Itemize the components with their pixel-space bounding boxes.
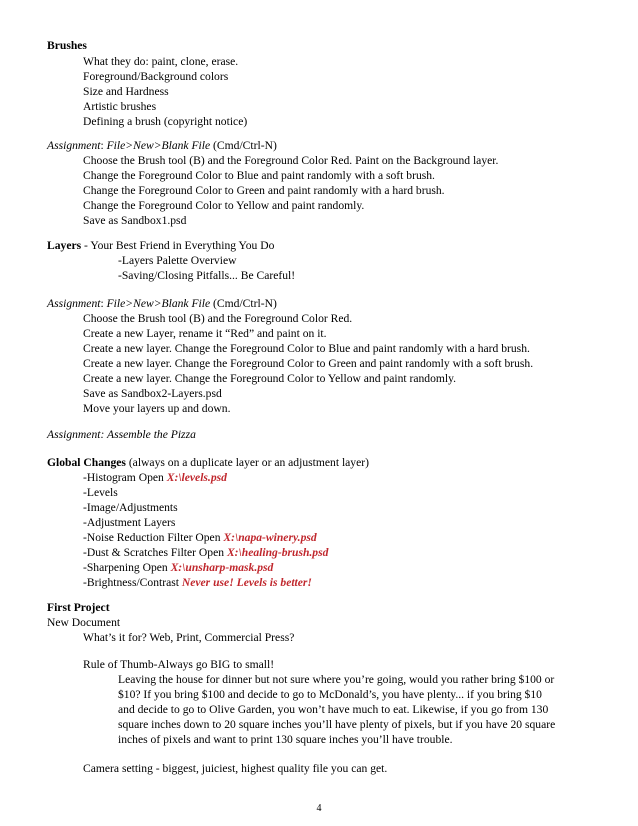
text-span: File>New>Blank File — [106, 139, 211, 152]
text-line — [83, 213, 186, 228]
text-span: Choose the Brush tool (B) and the Foreground Color Red. — [83, 312, 353, 325]
text-line — [83, 114, 247, 129]
text-line — [83, 515, 175, 530]
text-line — [83, 84, 169, 99]
text-span: Create a new layer. Change the Foreground Color to Green and paint randomly with a soft brush. — [83, 357, 534, 370]
text-line — [83, 500, 178, 515]
text-span: Assignment — [47, 139, 101, 152]
text-line — [83, 560, 273, 575]
text-line — [83, 54, 238, 69]
text-span: inches of pixels and want to print 130 square inches you’ll have trouble. — [118, 733, 453, 746]
text-line — [47, 427, 196, 442]
text-line — [83, 401, 230, 416]
text-span: -Dust & Scratches Filter Open — [83, 546, 227, 559]
text-span: -Layers Palette Overview — [118, 254, 237, 267]
text-span: (always on a duplicate layer or an adjustment layer) — [125, 456, 369, 469]
text-line — [83, 761, 387, 776]
file-path-text: X:\levels.psd — [166, 471, 227, 484]
text-line — [118, 253, 236, 268]
text-line — [83, 356, 533, 371]
file-path-text: Never use! Levels is better! — [181, 576, 312, 589]
text-line — [118, 702, 548, 717]
text-span: Global Changes — [47, 456, 126, 469]
text-span: Camera setting - biggest, juiciest, highest quality file you can get. — [83, 762, 388, 775]
text-line — [83, 153, 498, 168]
text-span: Create a new Layer, rename it “Red” and paint on it. — [83, 327, 327, 340]
text-span: Assignment — [47, 297, 101, 310]
file-path-text: X:\healing-brush.psd — [226, 546, 329, 559]
text-span: Create a new layer. Change the Foreground Color to Yellow and paint randomly. — [83, 372, 457, 385]
text-span: New Document — [47, 616, 121, 629]
text-line — [83, 530, 317, 545]
text-line — [118, 717, 555, 732]
text-line — [83, 386, 222, 401]
text-line — [83, 168, 435, 183]
text-span: -Histogram Open — [83, 471, 167, 484]
text-span: Change the Foreground Color to Green and paint randomly with a hard brush. — [83, 184, 445, 197]
text-line — [47, 600, 110, 615]
text-span: Defining a brush (copyright notice) — [83, 115, 248, 128]
text-line — [118, 687, 542, 702]
text-span: Create a new layer. Change the Foreground Color to Blue and paint randomly with a hard brush. — [83, 342, 530, 355]
text-span: Change the Foreground Color to Blue and paint randomly with a soft brush. — [83, 169, 435, 182]
text-line — [83, 657, 274, 672]
text-line — [47, 615, 120, 630]
text-line — [83, 485, 118, 500]
text-span: square inches down to 20 square inches you’ll have plenty of pixels, but if you have 20 square — [118, 718, 556, 731]
text-span: Brushes — [47, 39, 87, 52]
text-line — [83, 99, 156, 114]
text-line — [83, 371, 456, 386]
text-span: Artistic brushes — [83, 100, 157, 113]
text-line — [83, 69, 228, 84]
text-line — [118, 268, 295, 283]
text-span: -Brightness/Contrast — [83, 576, 182, 589]
text-span: Move your layers up and down. — [83, 402, 231, 415]
text-line — [47, 138, 277, 153]
text-line — [47, 238, 274, 253]
page-number: 4 — [316, 803, 322, 814]
text-line — [118, 732, 453, 747]
text-line — [118, 672, 554, 687]
text-line — [47, 38, 87, 53]
text-span: Layers — [47, 239, 82, 252]
text-span: What’s it for? Web, Print, Commercial Press? — [83, 631, 295, 644]
text-span: (Cmd/Ctrl-N) — [210, 139, 277, 152]
text-span: Leaving the house for dinner but not sure where you’re going, would you rather bring $100 or — [118, 673, 555, 686]
text-span: Save as Sandbox1.psd — [83, 214, 187, 227]
text-line — [83, 198, 364, 213]
text-line — [83, 470, 227, 485]
text-span: : — [100, 139, 107, 152]
text-span: -Saving/Closing Pitfalls... Be Careful! — [118, 269, 296, 282]
text-span: Choose the Brush tool (B) and the Foreground Color Red. Paint on the Background layer. — [83, 154, 499, 167]
text-span: Save as Sandbox2-Layers.psd — [83, 387, 222, 400]
text-span: What they do: paint, clone, erase. — [83, 55, 239, 68]
file-path-text: X:\unsharp-mask.psd — [170, 561, 274, 574]
text-span: Size and Hardness — [83, 85, 169, 98]
text-line — [83, 183, 445, 198]
text-span: (Cmd/Ctrl-N) — [210, 297, 277, 310]
text-span: -Adjustment Layers — [83, 516, 176, 529]
text-line — [47, 296, 277, 311]
text-span: -Levels — [83, 486, 118, 499]
text-line — [47, 455, 369, 470]
text-span: -Image/Adjustments — [83, 501, 178, 514]
text-span: $10? If you bring $100 and decide to go to McDonald’s, you have plenty... if you bring $10 — [118, 688, 542, 701]
text-span: Assignment: Assemble the Pizza — [47, 428, 196, 441]
file-path-text: X:\napa-winery.psd — [223, 531, 317, 544]
text-line — [83, 630, 294, 645]
text-line — [83, 545, 328, 560]
text-line — [83, 341, 530, 356]
text-span: and decide to go to Olive Garden, you won’t have much to eat. Likewise, if you go from 130 — [118, 703, 549, 716]
text-span: Foreground/Background colors — [83, 70, 229, 83]
text-span: - Your Best Friend in Everything You Do — [81, 239, 275, 252]
text-span: First Project — [47, 601, 110, 614]
text-span: Change the Foreground Color to Yellow and paint randomly. — [83, 199, 365, 212]
text-span: -Sharpening Open — [83, 561, 171, 574]
text-span: -Noise Reduction Filter Open — [83, 531, 224, 544]
text-line — [83, 326, 327, 341]
text-span: : — [100, 297, 107, 310]
text-line — [83, 575, 312, 590]
text-span: Rule of Thumb-Always go BIG to small! — [83, 658, 275, 671]
text-span: File>New>Blank File — [106, 297, 211, 310]
text-line — [83, 311, 352, 326]
